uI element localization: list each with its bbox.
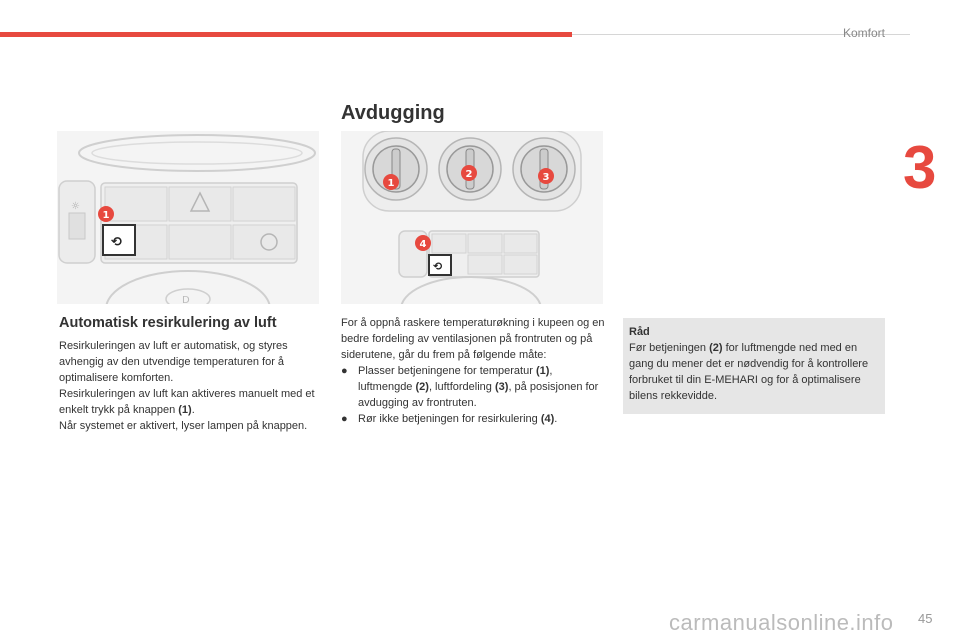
- chapter-number: 3: [903, 134, 937, 201]
- tip-text: Før betjeningen (2) for luftmengde ned med en gang du mener det er nødvendig for å kontrollere forbruket til din E-MEHARI og for å optimalisere bilens rekkevidde.: [629, 342, 869, 402]
- header-accent-bar: [0, 32, 572, 37]
- knobs-panel-drawing: [341, 131, 603, 304]
- tip-box: [623, 318, 885, 414]
- left-paragraph-3: Når systemet er aktivert, lyser lampen på knappen.: [59, 420, 308, 432]
- left-paragraph-1: Resirkuleringen av luft er automatisk, og styres avhengig av den utvendige temperaturen for å optimalisere komforten.: [59, 340, 288, 384]
- callout-1: 1: [387, 178, 395, 189]
- svg-text:⟲: ⟲: [433, 260, 443, 273]
- tip-title: Råd: [629, 326, 650, 338]
- heading-automatic-recirculation: Automatisk resirkulering av luft: [59, 315, 277, 331]
- page-number: 45: [918, 611, 933, 626]
- left-body-text: [59, 338, 319, 434]
- callout-2: 2: [465, 169, 473, 180]
- svg-text:D: D: [182, 295, 190, 304]
- svg-text:⟲: ⟲: [111, 235, 122, 250]
- bullet-item-2: ● Rør ikke betjeningen for resirkulering (4).: [341, 413, 558, 425]
- demisting-controls-illustration: [341, 131, 603, 304]
- callout-3: 3: [542, 172, 550, 183]
- bullet-item-1: ● Plasser betjeningene for temperatur (1), luftmengde (2), luftfordeling (3), på posisjonen for avdugging av frontruten.: [341, 365, 599, 409]
- mid-body-text: [341, 315, 606, 427]
- watermark: carmanualsonline.info: [669, 610, 894, 635]
- callout-1: 1: [102, 210, 110, 221]
- svg-text:☼: ☼: [71, 201, 80, 212]
- callout-4: 4: [419, 239, 427, 250]
- mid-intro: For å oppnå raskere temperaturøkning i kupeen og en bedre fordeling av ventilasjonen på frontruten og på siderutene, går du frem på følgende måte:: [341, 317, 605, 361]
- bullet-dot: ●: [341, 365, 348, 377]
- bullet-dot: ●: [341, 413, 348, 425]
- left-paragraph-2: Resirkuleringen av luft kan aktiveres manuelt med et enkelt trykk på knappen (1).: [59, 388, 315, 416]
- recirculation-button-illustration: [57, 131, 319, 304]
- heading-avdugging: Avdugging: [341, 102, 445, 124]
- section-title: Komfort: [842, 26, 885, 40]
- dashboard-panel-drawing: [57, 131, 319, 304]
